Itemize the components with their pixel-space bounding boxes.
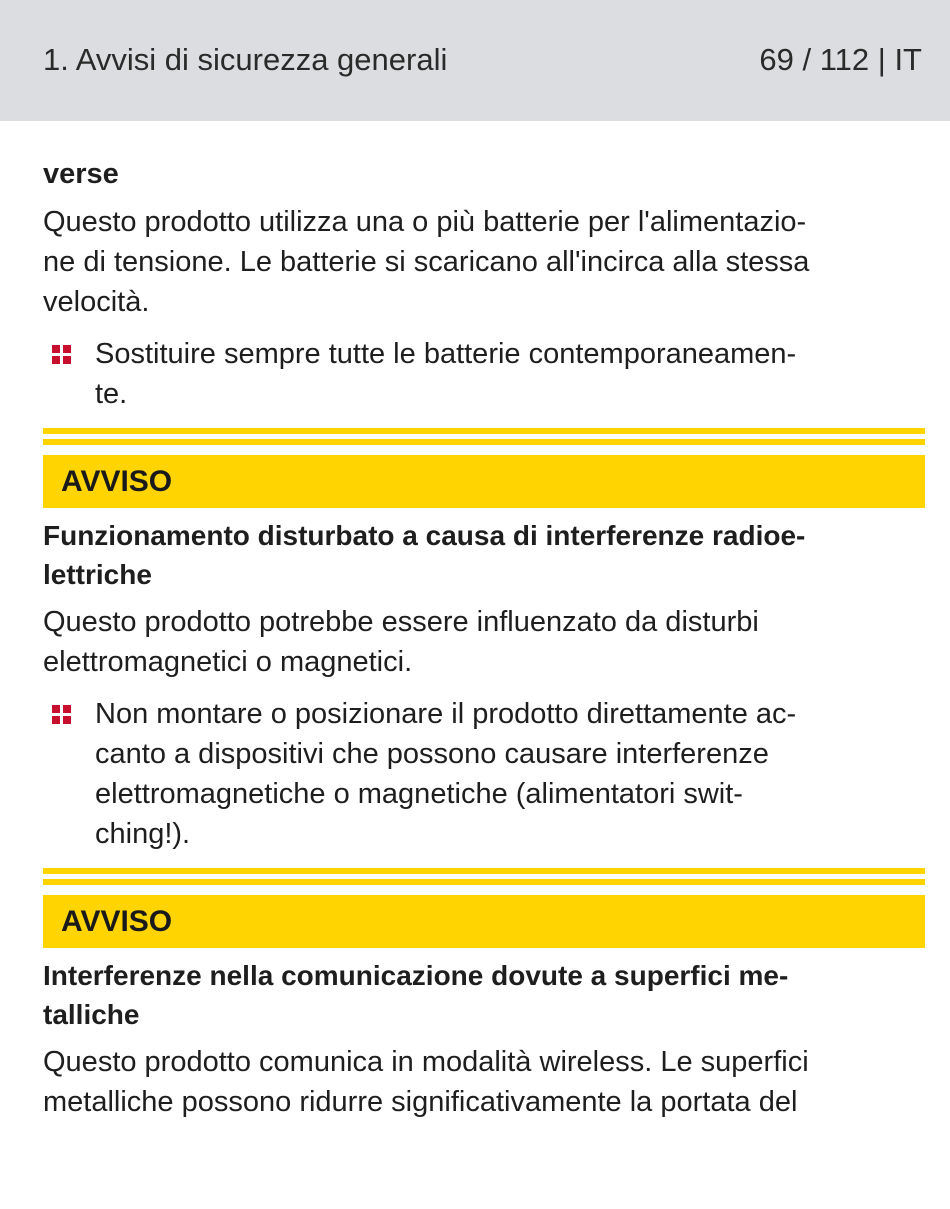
notice-bullet	[43, 694, 925, 854]
bullet-icon	[52, 345, 72, 365]
text-line: velocità.	[43, 286, 150, 318]
text-line: ching!).	[95, 818, 191, 850]
notice-heading	[43, 516, 925, 594]
text-line: lettriche	[43, 559, 152, 590]
warning-stripes	[43, 428, 925, 455]
text-line: elettromagnetiche o magnetiche (alimentatori swit-	[95, 778, 743, 810]
text-line: Sostituire sempre tutte le batterie contemporaneamen-	[95, 338, 797, 370]
continued-heading: verse	[43, 158, 119, 190]
notice-banner: AVVISO	[43, 455, 925, 508]
notice-paragraph	[43, 1042, 925, 1122]
text-line: Funzionamento disturbato a causa di interferenze radioe-	[43, 520, 806, 551]
notice-paragraph	[43, 602, 925, 682]
page-header	[0, 0, 950, 121]
warning-stripes	[43, 868, 925, 895]
text-line: Questo prodotto comunica in modalità wireless. Le superfici	[43, 1046, 809, 1078]
text-line: talliche	[43, 999, 140, 1030]
document-body	[43, 155, 925, 1122]
notice-banner: AVVISO	[43, 895, 925, 948]
battery-bullet	[43, 334, 925, 414]
notice-heading	[43, 956, 925, 1034]
text-line: Interferenze nella comunicazione dovute a superfici me-	[43, 960, 789, 991]
text-line: canto a dispositivi che possono causare interferenze	[95, 738, 769, 770]
text-line: elettromagnetici o magnetici.	[43, 646, 413, 678]
page-number: 69 / 112 | IT	[759, 42, 922, 77]
text-line: te.	[95, 378, 128, 410]
text-line: ne di tensione. Le batterie si scaricano all'incirca alla stessa	[43, 246, 810, 278]
bullet-icon	[52, 705, 72, 725]
section-title: 1. Avvisi di sicurezza generali	[43, 42, 448, 77]
text-line: Non montare o posizionare il prodotto direttamente ac-	[95, 698, 797, 730]
text-line: Questo prodotto potrebbe essere influenzato da disturbi	[43, 606, 759, 638]
text-line: Questo prodotto utilizza una o più batterie per l'alimentazio-	[43, 206, 807, 238]
text-line: metalliche possono ridurre significativamente la portata del	[43, 1086, 798, 1118]
battery-paragraph	[43, 202, 925, 322]
